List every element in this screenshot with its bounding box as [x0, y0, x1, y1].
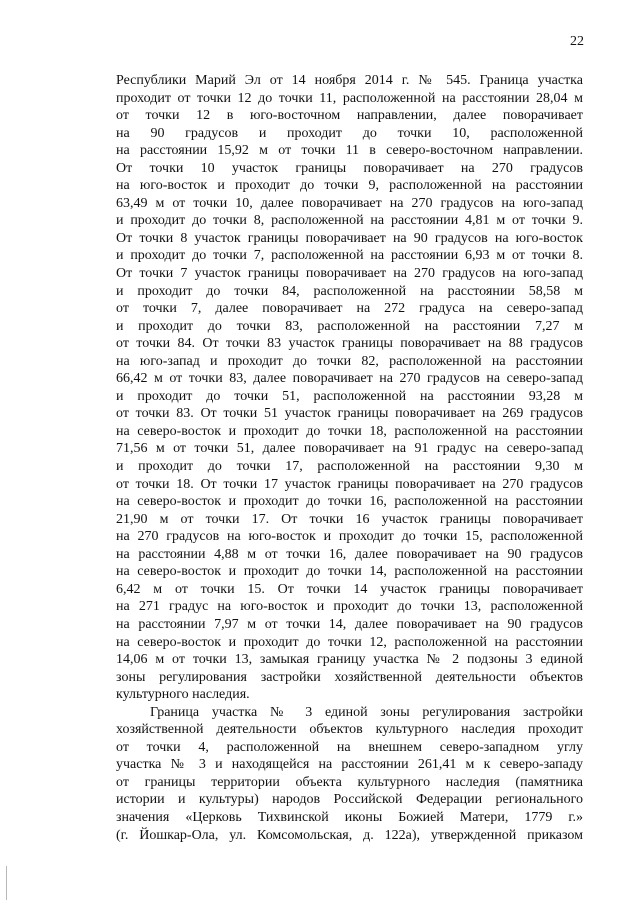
text-line: зоны регулирования застройки хозяйственной деятельности объектов [116, 669, 583, 685]
text-line: и проходит до точки 17, расположенной на расстоянии 9,30 м [116, 459, 583, 475]
scan-edge-mark [6, 866, 7, 900]
text-line: 6,42 м от точки 15. От точки 14 участок границы поворачивает [116, 581, 583, 597]
text-line: от точки 18. От точки 17 участок границы поворачивает на 270 градусов [116, 476, 583, 492]
text-line: от точки 4, расположенной на внешнем северо-западном углу [116, 739, 583, 755]
text-line: на юго-запад и проходит до точки 82, расположенной на расстоянии [116, 353, 583, 369]
text-line: От точки 8 участок границы поворачивает на 90 градусов на юго-восток [116, 230, 583, 246]
text-line: истории и культуры) народов Российской Федерации регионального [116, 792, 583, 808]
text-line: и проходит до точки 84, расположенной на расстоянии 58,58 м [116, 283, 583, 299]
text-line: на расстоянии 4,88 м от точки 16, далее поворачивает на 90 градусов [116, 546, 583, 562]
text-line: от точки 7, далее поворачивает на 272 градуса на северо-запад [116, 301, 583, 317]
text-line: Граница участка № 3 единой зоны регулирования застройки [150, 704, 583, 720]
text-line: и проходит до точки 83, расположенной на расстоянии 7,27 м [116, 318, 583, 334]
text-line: участка № 3 и находящейся на расстоянии 261,41 м к северо-западу [116, 757, 583, 773]
text-line: на 270 градусов на юго-восток и проходит до точки 15, расположенной [116, 529, 583, 545]
text-line: на расстоянии 7,97 м от точки 14, далее поворачивает на 90 градусов [116, 616, 583, 632]
page-number: 22 [570, 34, 584, 49]
text-line: от границы территории объекта культурного наследия (памятника [116, 774, 583, 790]
text-line: 66,42 м от точки 83, далее поворачивает на 270 градусов на северо-запад [116, 371, 583, 387]
text-line: на юго-восток и проходит до точки 9, расположенной на расстоянии [116, 178, 583, 194]
text-line: на северо-восток и проходит до точки 16, расположенной на расстоянии [116, 494, 583, 510]
text-line: 21,90 м от точки 17. От точки 16 участок границы поворачивает [116, 511, 583, 527]
text-line: на 271 градус на юго-восток и проходит до точки 13, расположенной [116, 599, 583, 615]
text-line: на северо-восток и проходит до точки 14, расположенной на расстоянии [116, 564, 583, 580]
text-line: на расстоянии 15,92 м от точки 11 в северо-восточном направлении. [116, 143, 583, 159]
text-line: 14,06 м от точки 13, замыкая границу участка № 2 подзоны 3 единой [116, 652, 583, 668]
text-line: 63,49 м от точки 10, далее поворачивает на 270 градусов на юго-запад [116, 195, 583, 211]
text-line: От точки 10 участок границы поворачивает на 270 градусов [116, 160, 583, 176]
text-line: хозяйственной деятельности объектов культурного наследия проходит [116, 722, 583, 738]
text-line: Республики Марий Эл от 14 ноября 2014 г. № 545. Граница участка [116, 73, 583, 88]
text-line: (г. Йошкар-Ола, ул. Комсомольская, д. 122а), утвержденной приказом [116, 827, 583, 843]
text-line: от точки 84. От точки 83 участок границы поворачивает на 88 градусов [116, 336, 583, 352]
text-line: от точки 12 в юго-восточном направлении, далее поворачивает [116, 108, 583, 124]
text-line: проходит от точки 12 до точки 11, расположенной на расстоянии 28,04 м [116, 90, 583, 106]
text-line: 71,56 м от точки 51, далее поворачивает на 91 градус на северо-запад [116, 441, 583, 457]
text-line: и проходит до точки 8, расположенной на расстоянии 4,81 м от точки 9. [116, 213, 583, 229]
text-line: От точки 7 участок границы поворачивает на 270 градусов на юго-запад [116, 266, 583, 282]
text-line: на 90 градусов и проходит до точки 10, расположенной [116, 125, 583, 141]
text-line: на северо-восток и проходит до точки 12, расположенной на расстоянии [116, 634, 583, 650]
body-text [116, 72, 583, 844]
text-line: и проходит до точки 51, расположенной на расстоянии 93,28 м [116, 388, 583, 404]
text-line: от точки 83. От точки 51 участок границы поворачивает на 269 градусов [116, 406, 583, 422]
text-line: культурного наследия. [116, 687, 250, 703]
text-line: и проходит до точки 7, расположенной на расстоянии 6,93 м от точки 8. [116, 248, 583, 264]
text-line: на северо-восток и проходит до точки 18, расположенной на расстоянии [116, 423, 583, 439]
text-line: значения «Церковь Тихвинской иконы Божией Матери, 1779 г.» [116, 809, 583, 825]
